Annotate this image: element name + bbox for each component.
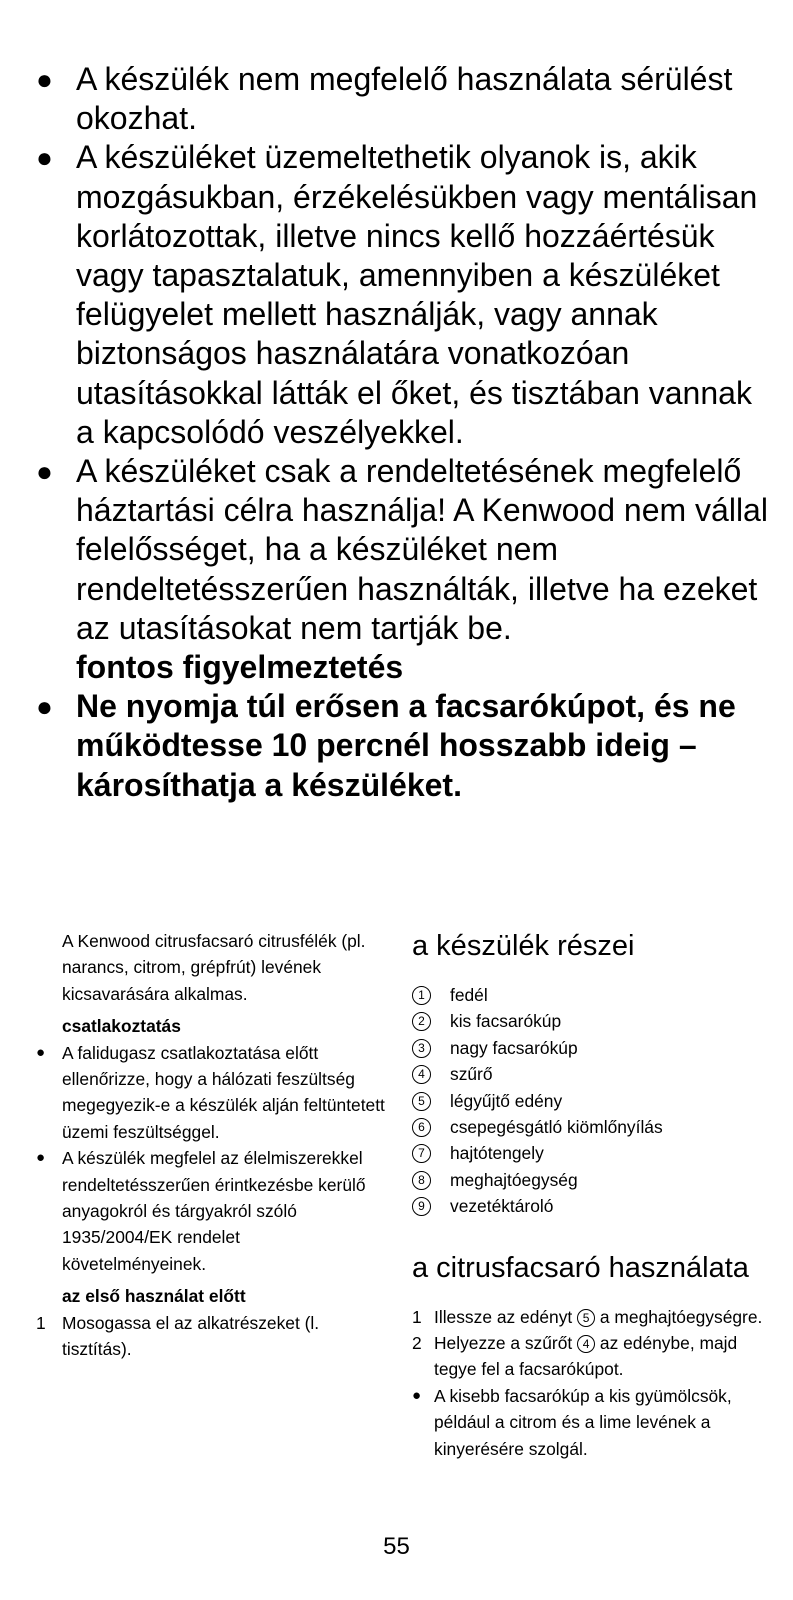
part-label: hajtótengely	[450, 1143, 544, 1164]
step-text: Mosogassa el az alkatrészeket (l. tisztítás).	[62, 1312, 320, 1360]
page-number: 55	[383, 1533, 410, 1560]
list-item	[36, 1040, 386, 1146]
number-circle-icon: 1	[412, 986, 431, 1005]
step-text-before: Illessze az edényt	[434, 1306, 573, 1327]
step-text-after: az edénybe, majd tegye fel a facsarókúpot.	[434, 1333, 738, 1380]
connection-heading: csatlakoztatás	[62, 1016, 181, 1037]
part-item	[412, 982, 782, 1008]
number-circle-icon: 4	[412, 1065, 431, 1084]
part-label: szűrő	[450, 1064, 493, 1085]
step-number: 1	[412, 1306, 422, 1327]
bullet-icon: ●	[36, 456, 53, 488]
left-column	[36, 928, 386, 1363]
list-item-text: A készülék megfelel az élelmiszerekkel rendeltetésszerűen érintkezésbe kerülő anyagokról és tárgyakról szóló 1935/2004/EK rendelet követelményeinek.	[62, 1148, 366, 1274]
safety-bullet-text: A készüléket üzemeltethetik olyanok is, akik mozgásukban, érzékelésükben vagy mentálisan korlátozottak, illetve nincs kellő hozzáértésük vagy tapasztalatuk, amennyiben a készüléket felügyelet mellett használják, vagy annak biztonságos használatára vonatkozóan utasításokkal látták el őket, és tisztában vannak a kapcsolódó veszélyekkel.	[76, 139, 758, 450]
number-circle-icon: 5	[412, 1092, 431, 1111]
part-item	[412, 1140, 782, 1166]
part-item	[412, 1008, 782, 1034]
number-circle-icon: 8	[412, 1171, 431, 1190]
intro-paragraph: A Kenwood citrusfacsaró citrusfélék (pl. narancs, citrom, grépfrút) levének kicsavarására alkalmas.	[62, 931, 366, 1004]
bullet-icon: ●	[36, 1149, 46, 1167]
safety-list	[36, 60, 776, 805]
parts-list	[412, 982, 782, 1220]
part-item	[412, 1193, 782, 1219]
warning-heading: fontos figyelmeztetés	[76, 649, 404, 686]
part-item	[412, 1114, 782, 1140]
number-circle-icon: 7	[412, 1144, 431, 1163]
step-number: 2	[412, 1333, 422, 1354]
part-label: fedél	[450, 985, 488, 1005]
safety-bullet-text: A készüléket csak a rendeltetésének megfelelő háztartási célra használja! A Kenwood nem vállal felelősséget, ha a készüléket nem rendeltetésszerűen használták, illetve ha ezeket az utasításokat nem tartják be.	[76, 453, 768, 646]
usage-heading: a citrusfacsaró használata	[412, 1251, 749, 1284]
first-use-heading: az első használat előtt	[62, 1286, 246, 1307]
list-item	[412, 1383, 782, 1462]
list-item-text: A falidugasz csatlakoztatása előtt ellenőrizze, hogy a hálózati feszültség megegyezik-e a készülék alján feltüntetett üzemi feszültséggel.	[62, 1042, 385, 1142]
step-item	[36, 1310, 386, 1363]
bullet-icon: ●	[36, 1043, 46, 1061]
part-item	[412, 1061, 782, 1087]
usage-steps	[412, 1304, 782, 1462]
part-label: kis facsarókúp	[450, 1011, 562, 1032]
part-item	[412, 1035, 782, 1061]
safety-bullet	[36, 60, 776, 138]
part-label: légyűjtő edény	[450, 1090, 563, 1111]
step-number: 1	[36, 1312, 46, 1333]
warning-bullet	[36, 687, 776, 805]
step-text-after: a meghajtóegységre.	[599, 1306, 763, 1327]
number-circle-icon: 2	[412, 1012, 431, 1031]
number-circle-icon: 6	[412, 1118, 431, 1137]
bullet-icon: ●	[36, 64, 53, 95]
warning-bullet-text: Ne nyomja túl erősen a facsarókúpot, és ne működtesse 10 percnél hosszabb ideig – károsíthatja a készüléket.	[76, 688, 736, 803]
step-item	[412, 1330, 782, 1383]
step-item	[412, 1304, 782, 1330]
right-column	[412, 928, 782, 1462]
number-circle-icon: 3	[412, 1039, 431, 1058]
number-circle-icon: 9	[412, 1197, 431, 1216]
part-label: csepegésgátló kiömlőnyílás	[450, 1117, 663, 1138]
part-item	[412, 1167, 782, 1193]
bullet-icon: ●	[36, 691, 53, 723]
bullet-icon: ●	[36, 142, 53, 174]
safety-bullet-text: A készülék nem megfelelő használata sérülést okozhat.	[76, 61, 733, 137]
list-item	[36, 1145, 386, 1277]
parts-heading: a készülék részei	[412, 930, 635, 962]
safety-bullet	[36, 138, 776, 452]
part-label: nagy facsarókúp	[450, 1037, 578, 1058]
part-item	[412, 1088, 782, 1114]
bullet-icon: ●	[412, 1386, 422, 1404]
part-label: vezetéktároló	[450, 1196, 554, 1217]
safety-bullet	[36, 452, 776, 648]
part-label: meghajtóegység	[450, 1169, 578, 1190]
number-circle-icon: 4	[577, 1335, 595, 1353]
step-text-before: Helyezze a szűrőt	[434, 1333, 573, 1354]
list-item-text: A kisebb facsarókúp a kis gyümölcsök, például a citrom és a lime levének a kinyerésére szolgál.	[434, 1385, 732, 1459]
number-circle-icon: 5	[577, 1309, 595, 1327]
